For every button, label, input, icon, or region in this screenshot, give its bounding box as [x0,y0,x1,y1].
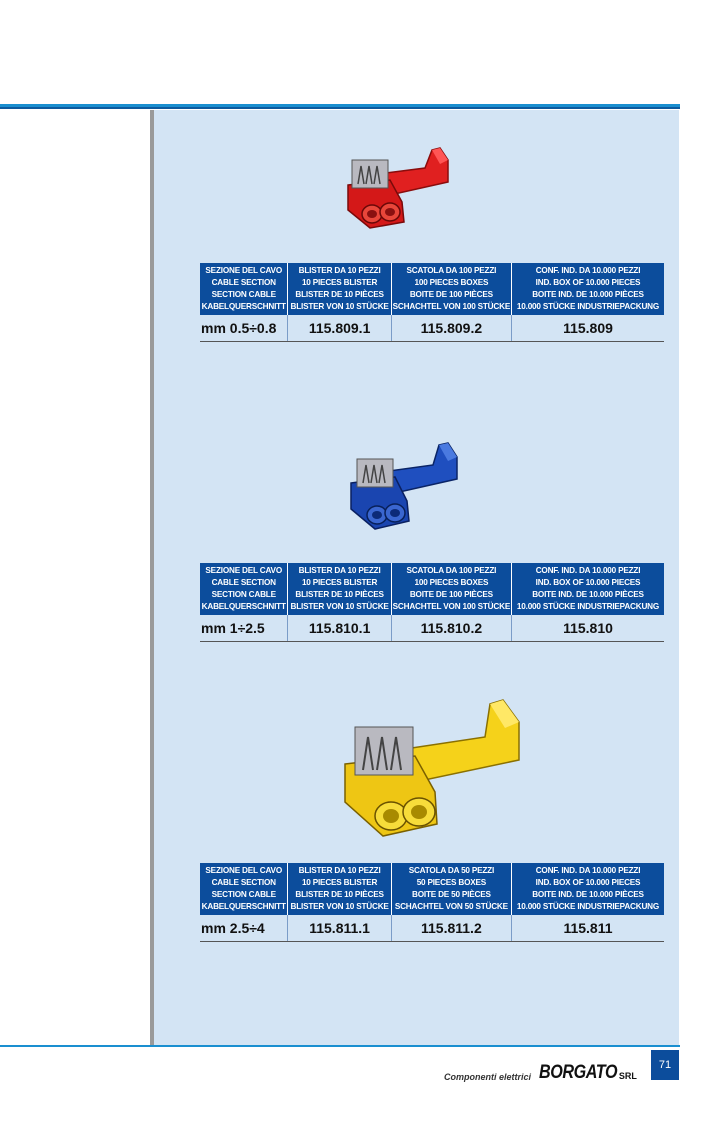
header-line: KABELQUERSCHNITT [201,302,286,311]
header-line: BOITE IND. DE 10.000 PIÈCES [532,890,644,899]
header-line: SECTION CABLE [211,590,276,599]
header-line: BLISTER DA 10 PEZZI [298,266,381,275]
product-table-1 [200,263,664,342]
header-line: 100 PIECES BOXES [414,578,489,587]
header-line: SCATOLA DA 50 PEZZI [408,866,495,875]
header-line: CONF. IND. DA 10.000 PEZZI [535,566,641,575]
header-line: CABLE SECTION [211,878,276,887]
brand-suffix: SRL [618,1071,637,1081]
col-blister [287,863,390,915]
header-line: BLISTER DE 10 PIÈCES [295,290,384,299]
product-table-2 [200,563,664,642]
top-rule-dark [0,107,680,109]
cable-section-value: mm 2.5÷4 [201,920,265,936]
header-line: BLISTER DE 10 PIÈCES [295,890,384,899]
header-line: SCHACHTEL VON 100 STÜCKE [392,302,511,311]
header-line: IND. BOX OF 10.000 PIECES [535,878,641,887]
blister-code: 115.810.1 [287,615,390,641]
bottom-rule [0,1045,680,1047]
header-line: BOITE DE 100 PIÈCES [409,590,493,599]
header-line: 10 PIECES BLISTER [301,878,378,887]
header-line: 10.000 STÜCKE INDUSTRIEPACKUNG [516,302,660,311]
header-line: SCHACHTEL VON 100 STÜCKE [392,602,511,611]
col-blister [287,563,390,615]
blister-code: 115.811.1 [287,915,390,941]
table-header [200,563,664,615]
cable-section-value: mm 0.5÷0.8 [201,320,277,336]
header-line: BOITE DE 50 PIÈCES [411,890,491,899]
col-blister [287,263,390,315]
header-line: BOITE IND. DE 10.000 PIÈCES [532,590,644,599]
header-line: SEZIONE DEL CAVO [205,866,282,875]
header-line: CABLE SECTION [211,278,276,287]
page-number: 71 [651,1050,679,1080]
box-code: 115.809.2 [391,315,511,341]
box-code: 115.810.2 [391,615,511,641]
header-line: SEZIONE DEL CAVO [205,266,282,275]
header-line: 50 PIECES BOXES [416,878,487,887]
header-line: BOITE IND. DE 10.000 PIÈCES [532,290,644,299]
header-line: 100 PIECES BOXES [414,278,489,287]
header-line: IND. BOX OF 10.000 PIECES [535,278,641,287]
header-line: BLISTER DE 10 PIÈCES [295,590,384,599]
table-header [200,263,664,315]
header-line: SCHACHTEL VON 50 STÜCKE [394,902,508,911]
header-line: 10 PIECES BLISTER [301,578,378,587]
table-row [200,915,664,942]
header-line: KABELQUERSCHNITT [201,602,286,611]
header-line: 10.000 STÜCKE INDUSTRIEPACKUNG [516,602,660,611]
col-box [391,563,511,615]
header-line: 10 PIECES BLISTER [301,278,378,287]
industrial-code: 115.810 [511,615,664,641]
header-line: SCATOLA DA 100 PEZZI [406,566,497,575]
col-box [391,863,511,915]
yellow-connector-image [325,692,535,847]
header-line: 10.000 STÜCKE INDUSTRIEPACKUNG [516,902,660,911]
col-cable-section [200,863,287,915]
red-connector-image [330,140,470,240]
industrial-code: 115.811 [511,915,664,941]
col-industrial [511,863,664,915]
header-line: BLISTER VON 10 STÜCKE [290,602,389,611]
header-line: KABELQUERSCHNITT [201,902,286,911]
table-row [200,615,664,642]
footer-brand [444,1058,637,1088]
header-line: BLISTER VON 10 STÜCKE [290,302,389,311]
col-industrial [511,563,664,615]
footer-subtitle: Componenti elettrici [444,1072,532,1082]
header-line: BLISTER VON 10 STÜCKE [290,902,389,911]
header-line: BOITE DE 100 PIÈCES [409,290,493,299]
product-table-3 [200,863,664,942]
cable-section-value: mm 1÷2.5 [201,620,265,636]
header-line: BLISTER DA 10 PEZZI [298,566,381,575]
header-line: SECTION CABLE [211,890,276,899]
industrial-code: 115.809 [511,315,664,341]
box-code: 115.811.2 [391,915,511,941]
col-box [391,263,511,315]
header-line: BLISTER DA 10 PEZZI [298,866,381,875]
header-line: SECTION CABLE [211,290,276,299]
blister-code: 115.809.1 [287,315,390,341]
col-cable-section [200,563,287,615]
table-header [200,863,664,915]
header-line: IND. BOX OF 10.000 PIECES [535,578,641,587]
col-industrial [511,263,664,315]
brand-logo: BORGATO [539,1062,618,1083]
col-cable-section [200,263,287,315]
blue-connector-image [335,435,475,540]
table-row [200,315,664,342]
header-line: CONF. IND. DA 10.000 PEZZI [535,866,641,875]
header-line: CONF. IND. DA 10.000 PEZZI [535,266,641,275]
header-line: SEZIONE DEL CAVO [205,566,282,575]
header-line: SCATOLA DA 100 PEZZI [406,266,497,275]
header-line: CABLE SECTION [211,578,276,587]
